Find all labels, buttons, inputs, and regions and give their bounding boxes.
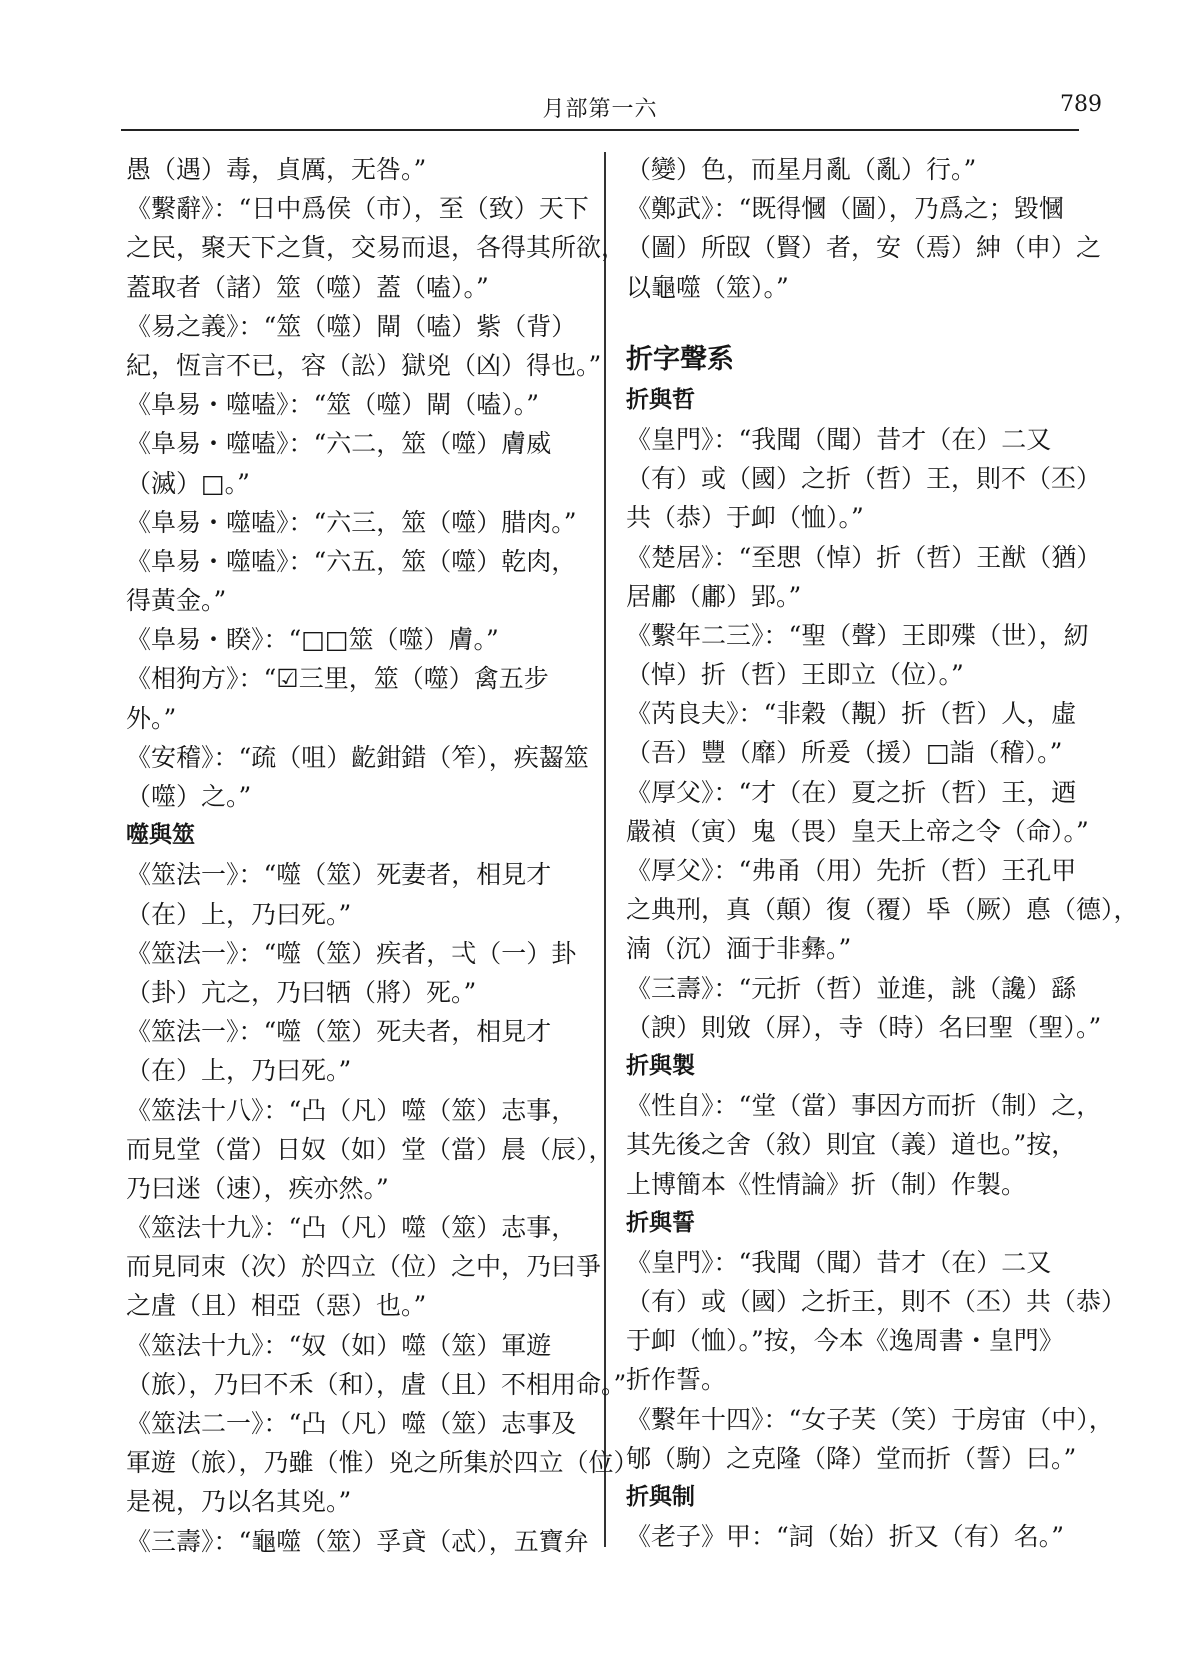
citation-line: 《筮法一》：“噬（筮）死夫者，相見才: [126, 1017, 552, 1047]
citation-line: 《筮法一》：“噬（筮）疾者，弌（一）卦: [126, 938, 577, 968]
subsection-heading: 折與制: [626, 1484, 695, 1510]
page-number: 789: [1060, 92, 1102, 117]
continuation-line: （有）或（國）之折王，則不（丕）共（恭）: [626, 1287, 1127, 1317]
continuation-line: 折作誓。: [626, 1365, 727, 1395]
continuation-line: 之典刑，真（顛）復（覆）氒（厥）悳（德），: [626, 895, 1139, 925]
continuation-line: 上博簡本《性情論》折（制）作製。: [626, 1169, 1027, 1199]
continuation-line: （旅），乃曰不禾（和），虘（且）不相用命。”: [126, 1369, 627, 1399]
continuation-line: 于卹（恤）。”按，今本《逸周書・皇門》: [626, 1326, 1064, 1356]
subsection-heading: 噬與筮: [126, 822, 195, 849]
citation-line: 《阜易・噬嗑》：“六三，筮（噬）腊肉。”: [126, 507, 577, 537]
header-rule: [121, 129, 1079, 131]
continuation-line: （噬）之。”: [126, 782, 252, 811]
continuation-line: 以龜噬（筮）。”: [626, 272, 789, 302]
continuation-line: 而見堂（當）日奴（如）堂（當）晨（辰），: [126, 1134, 614, 1164]
citation-line: 《繫年十四》：“女子芺（笑）于房宙（中），: [626, 1404, 1114, 1434]
citation-line: 《阜易・睽》：“□□筮（噬）膚。”: [126, 625, 499, 655]
left-column: [126, 150, 639, 1561]
citation-line: 《芮良夫》：“非穀（覯）折（哲）人，虛: [626, 699, 1077, 729]
continuation-line: （在）上，乃曰死。”: [126, 1056, 352, 1086]
citation-line: 《繫年二三》：“聖（聲）王即殜（世），紉: [626, 620, 1089, 650]
continuation-line: 乃曰迷（速），疾亦然。”: [126, 1173, 389, 1203]
citation-line: 愚（遇）毒，貞厲，无咎。”: [126, 155, 427, 184]
citation-line: 《性自》：“堂（當）事因方而折（制）之，: [626, 1091, 1102, 1121]
citation-line: 《筮法一》：“噬（筮）死妻者，相見才: [126, 860, 552, 890]
citation-line: 《筮法十八》：“凸（凡）噬（筮）志事，: [126, 1095, 577, 1125]
continuation-line: 之虘（且）相亞（惡）也。”: [126, 1291, 427, 1321]
citation-line: 《楚居》：“至愳（悼）折（哲）王猷（猶）: [626, 542, 1102, 572]
citation-line: 《三壽》：“龜噬（筮）孚貣（忒），五寶弁: [126, 1526, 589, 1556]
continuation-line: 外。”: [126, 703, 177, 733]
continuation-line: （吾）豐（靡）所爰（援）□詣（稽）。”: [626, 738, 1063, 768]
continuation-line: 郇（駒）之克隆（降）堂而折（誓）曰。”: [626, 1443, 1077, 1473]
continuation-line: 蓋取者（諸）筮（噬）蓋（嗑）。”: [126, 272, 489, 302]
continuation-line: （圖）所臤（賢）者，安（焉）紳（申）之: [626, 233, 1102, 263]
citation-line: 《厚父》：“弗甬（用）先折（哲）王孔甲: [626, 856, 1077, 885]
citation-line: 《易之義》：“筮（噬）閘（嗑）紫（背）: [126, 311, 577, 341]
continuation-line: （諛）則敓（屏），寺（時）名曰聖（聖）。”: [626, 1012, 1102, 1042]
continuation-line: （在）上，乃曰死。”: [126, 899, 352, 929]
continuation-line: 其先後之舍（敘）則宜（義）道也。”按，: [626, 1130, 1077, 1160]
continuation-line: 是視，乃以名其兇。”: [126, 1487, 352, 1517]
running-header-title: 月部第一六: [542, 97, 658, 122]
continuation-line: 居鄘（鄘）郢。”: [626, 581, 802, 611]
citation-line: 《鄭武》：“既得慖（圖），乃爲之；毀慖: [626, 194, 1064, 224]
continuation-line: （悼）折（哲）王即立（位）。”: [626, 660, 964, 690]
citation-line: 《筮法十九》：“凸（凡）噬（筮）志事，: [126, 1213, 577, 1243]
continuation-line: （卦）亢之，乃曰牺（將）死。”: [126, 977, 477, 1007]
citation-line: 《相狗方》：“☑三里，筮（噬）禽五步: [126, 664, 549, 694]
continuation-line: 嚴禎（寅）鬼（畏）皇天上帝之令（命）。”: [626, 816, 1089, 846]
subsection-heading: 折與製: [626, 1052, 695, 1079]
citation-line: 《皇門》：“我聞（聞）昔才（在）二又: [626, 1247, 1052, 1277]
citation-line: 《阜易・噬嗑》：“六二，筮（噬）膚威: [126, 429, 552, 459]
section-heading: 折字聲系: [626, 343, 734, 375]
right-column: [626, 150, 1139, 1556]
citation-line: 《安稽》：“疏（咀）齕鉗錯（笮），疾齧筮: [126, 742, 589, 772]
citation-line: 《繫辭》：“日中爲侯（市），至（致）天下: [126, 194, 589, 224]
continuation-line: 湳（沉）湎于非彝。”: [626, 934, 852, 964]
subsection-heading: 折與誓: [626, 1209, 695, 1236]
citation-line: 《厚父》：“才（在）夏之折（哲）王，迺: [626, 777, 1077, 807]
citation-line: 《皇門》：“我聞（聞）昔才（在）二又: [626, 424, 1052, 454]
continuation-line: （變）色，而星月亂（亂）行。”: [626, 155, 977, 184]
continuation-line: （滅）□。”: [126, 468, 250, 498]
subsection-heading: 折與哲: [626, 386, 695, 413]
continuation-line: 之民，聚天下之貨，交易而退，各得其所欲，: [126, 233, 627, 263]
citation-line: 《老子》甲：“詞（始）折又（有）名。”: [626, 1522, 1065, 1552]
continuation-line: 而見同朿（次）於四立（位）之中，乃曰爭: [126, 1252, 602, 1282]
column-divider: [604, 152, 606, 1547]
continuation-line: （有）或（國）之折（哲）王，則不（丕）: [626, 464, 1102, 494]
continuation-line: 得黃金。”: [126, 586, 227, 616]
continuation-line: 軍遊（旅），乃雖（惟）兇之所集於四立（位）: [126, 1448, 639, 1478]
continuation-line: 紀，恆言不已，容（訟）獄兇（凶）得也。”: [126, 350, 602, 380]
citation-line: 《阜易・噬嗑》：“六五，筮（噬）乾肉，: [126, 546, 577, 576]
citation-line: 《筮法二一》：“凸（凡）噬（筮）志事及: [126, 1409, 577, 1438]
citation-line: 《筮法十九》：“奴（如）噬（筮）軍遊: [126, 1330, 552, 1360]
citation-line: 《三壽》：“元折（哲）並進，誂（讒）繇: [626, 973, 1077, 1003]
spacer: [626, 307, 1096, 339]
continuation-line: 共（恭）于卹（恤）。”: [626, 503, 864, 533]
citation-line: 《阜易・噬嗑》：“筮（噬）閘（嗑）。”: [126, 390, 540, 420]
